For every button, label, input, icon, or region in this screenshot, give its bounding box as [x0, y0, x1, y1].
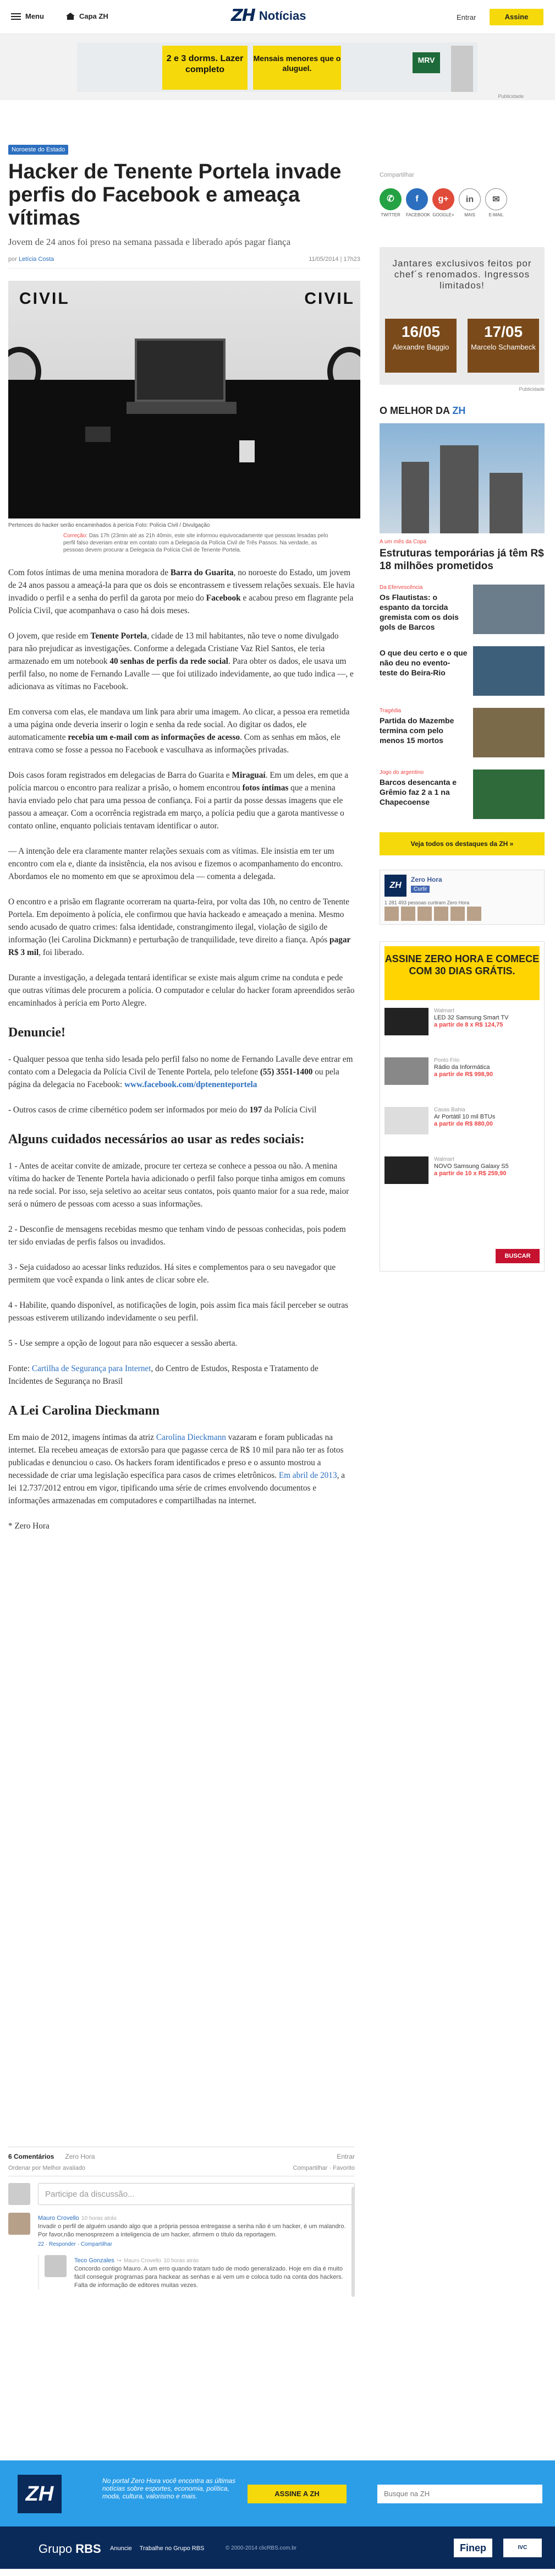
comments-count: 6 Comentários [8, 2153, 54, 2160]
avatar [8, 2213, 30, 2235]
shop-item[interactable]: Ponto Frio Rádio da Informática a partir de R$ 998,90 [384, 1057, 540, 1096]
comment-actions[interactable]: 22 · Responder · Compartilhar [38, 2241, 113, 2247]
featured-item[interactable]: O que deu certo e o que não deu no evento-teste do Beira-Rio [380, 646, 545, 696]
share-facebook[interactable]: f FACEBOOK [406, 188, 428, 217]
featured-item[interactable]: Tragédia Partida do Mazembe termina com pelo menos 15 mortos [380, 708, 545, 757]
footer-subscribe-button[interactable]: ASSINE A ZH [248, 2485, 347, 2503]
twitter-icon: ✆ [380, 188, 402, 210]
fb-page-name[interactable]: Zero Hora [411, 876, 442, 883]
comments-site[interactable]: Zero Hora [65, 2153, 95, 2160]
footer-promo [0, 2460, 555, 2526]
footer-link[interactable]: Trabalhe no Grupo RBS [139, 2545, 205, 2552]
paragraph: Dois casos foram registrados em delegacias de Barra do Guarita e Miraguaí. Em um deles, em que a polícia marcou o encontro para realizar a prisão, o homem encontrou fotos íntimas que a menina havia enviado pelo chat para uma pessoa de confiança. Foi a partir da posse dessas imagens que ele passou a ameaçar. Com a ocorrência registrada em março, a polícia pediu que a garota mantivesse o contato online, enquanto policiais tentavam identificar o autor. [8, 771, 349, 831]
facebook-widget [380, 870, 545, 925]
sort-dropdown[interactable]: Ordenar por Melhor avaliado [8, 2165, 86, 2171]
thumbnail [473, 708, 545, 757]
source-note: Fonte: Cartilha de Segurança para Internet, do Centro de Estudos, Resposta e Tratamento de Incidentes de Segurança no Brasil [8, 1364, 318, 1386]
cartilha-link[interactable]: Cartilha de Segurança para Internet [31, 1364, 151, 1373]
share-label: Compartilhar [380, 172, 414, 178]
section-tag[interactable]: Noroeste do Estado [8, 145, 68, 155]
paragraph: - Outros casos de crime cibernético podem ser informados por meio do 197 da Polícia Civil [8, 1105, 317, 1115]
thumbnail [473, 769, 545, 819]
thumbnail [473, 585, 545, 634]
sidebar [380, 172, 545, 1271]
comment-text: Invadir o perfil de alguém usando algo que a própria pessoa entregasse a senha não é um hacker, é um malandro. Por favor,não menosprezem a inteligencia de um hacker, afirmem o título da reportagem. [38, 2223, 346, 2238]
paragraph: O encontro e a prisão em flagrante ocorreram na quarta-feira, por volta das 10h, no centro de Tenente Portela. Em depoimento à polícia, ele confirmou que havia hackeado e ameaçado a menina. Mesmo sendo acusado de quatro crimes: falsa identidade, constrangimento ilegal, violação de sigilo de informação (lei Carolina Dickmann) e perturbação de tranquilidade, teve direito a fiança. Após pagar R$ 3 mil, foi liberado. [8, 897, 350, 957]
linkedin-icon: in [459, 188, 481, 210]
menu-button[interactable]: Menu [11, 12, 44, 20]
shop-item[interactable]: Walmart LED 32 Samsung Smart TV a partir de 8 x R$ 124,75 [384, 1008, 540, 1046]
subheading-lei: A Lei Carolina Dieckmann [8, 1404, 160, 1418]
ad-building-image [451, 46, 473, 92]
article-body [8, 566, 360, 1532]
home-icon [66, 13, 75, 20]
comment: Mauro Crovello 10 horas atrás Invadir o perfil de alguém usando algo que a própria pessoa entregasse a senha não é um hacker, é um malandro. Por favor,não menosprezem a inteligencia de um hacker, afirmem o título da reportagem. 22 · Responder · Compartilhar [8, 2213, 355, 2247]
ad-offer-1: 2 e 3 dorms. Lazer completo [162, 46, 248, 90]
comment-author[interactable]: Mauro Crovello [38, 2215, 79, 2222]
footer-search-input[interactable]: Busque na ZH [377, 2485, 542, 2503]
tip-item: 5 - Use sempre a opção de logout para não esquecer a sessão aberta. [8, 1339, 238, 1348]
shopping-ad[interactable] [380, 941, 545, 1271]
featured-label: A um mês da Copa [380, 539, 427, 545]
banner-ad[interactable] [77, 42, 477, 92]
top-bar [0, 0, 555, 34]
shop-item[interactable]: Casas Bahia Ar Portátil 10 mil BTUs a partir de R$ 880,00 [384, 1107, 540, 1145]
featured-title[interactable]: Estruturas temporárias já têm R$ 18 milhões prometidos [380, 548, 544, 572]
finep-logo: Finep [454, 2539, 492, 2557]
ad-date-1: 16/05 Alexandre Baggio [385, 319, 457, 373]
tip-item: 3 - Seja cuidadoso ao acessar links reduzidos. Há sites e complementos para o seu navegador que permitem que você expanda o link antes de clicar sobre ele. [8, 1263, 336, 1285]
comments-login[interactable]: Entrar [337, 2153, 355, 2160]
comment-input[interactable]: Participe da discussão... [38, 2183, 355, 2205]
zh-logo: ZH [384, 875, 406, 897]
comments-scrollbar[interactable] [351, 2187, 355, 2297]
paragraph: O jovem, que reside em Tenente Portela, cidade de 13 mil habitantes, não teve o nome divulgado para não prejudicar as investigações. Conforme a delegada Cristiane Vaz Riel Santos, ele teria armazenado em um notebook 40 senhas de perfis da rede social. Para obter os dados, ele usava um perfil falso, no nome de Fernando Lavalle — que foi utilizado indevidamente, ao que tudo indica —, e adicionava as vítimas no Facebook. [8, 631, 354, 691]
see-all-button[interactable]: Veja todos os destaques da ZH » [380, 832, 545, 855]
google-plus-icon: g+ [432, 188, 454, 210]
article-title: Hacker de Tenente Portela invade perfis do Facebook e ameaça vítimas [8, 160, 342, 230]
footer-bar [0, 2526, 555, 2569]
comment-text: Concordo contigo Mauro. A um erro quando tratam tudo de modo generalizado. Hoje em dia é muito fácil conseguir programas para hackear as senhas e ai vem um e coloca tudo na conta dos hackers. Falta de informação de editores muitas vezes. [74, 2266, 343, 2289]
fb-count: 1 281 493 pessoas curtiram Zero Hora [384, 900, 470, 905]
footer-link[interactable]: Anuncie [110, 2545, 132, 2552]
paragraph: Em conversa com elas, ele mandava um link para abrir uma imagem. Ao clicar, a pessoa era remetida a uma página onde deveria inserir o login e senha da rede social. Ao digitar os dados, ele automaticamente recebia um e-mail com as informações de acesso. Com as senhas em mãos, ele entrava como se fosse a pessoa no Facebook e vasculhava as informações privadas. [8, 707, 350, 755]
shop-search-button[interactable]: BUSCAR [496, 1249, 540, 1263]
ad-label: Publicidade [519, 386, 545, 392]
photo-credit: Pertences do hacker serão encaminhados à perícia Foto: Polícia Civil / Divulgação [8, 522, 210, 528]
ad-brand-logo: MRV [413, 52, 440, 73]
article-subtitle: Jovem de 24 anos foi preso na semana passada e liberado após pagar fiança [8, 237, 291, 247]
photo-caption: Correção: Das 17h (23min até as 21h 40min, este site informou equivocadamente que pessoas lesadas pelo perfil falso deveriam entrar em contato com a Delegacia da Polícia Civil de Três Passos. Na verdade, as pessoas devem procurar a Delegacia da Polícia Civil de Tenente Portela. [63, 533, 328, 553]
best-of-heading: O MELHOR DA ZH [380, 405, 466, 416]
sidebar-ad[interactable]: Jantares exclusivos feitos por chef´s renomados. Ingressos limitados! 16/05 Alexandre Baggio 17/05 Marcelo Schambeck [380, 247, 545, 385]
favorite-button[interactable]: Favorito [333, 2165, 355, 2171]
paragraph: Com fotos íntimas de uma menina moradora de Barra do Guarita, no noroeste do Estado, um jovem de 24 anos passou a ameaçá-la para que os dois se encontrassem e tivessem relações sexuais. Ele havia invadido o perfil e a senha do perfil da garota por meio do Facebook e acabou preso em flagrante pela Polícia Civil, que acompanhava o caso há dois meses. [8, 568, 355, 615]
footer-logo[interactable]: ZH [18, 2475, 62, 2513]
carolina-link[interactable]: Carolina Dieckmann [156, 1433, 226, 1442]
paragraph: — A intenção dele era claramente manter relações sexuais com as vítimas. Ele insistia em ter um encontro com ela e, diante da insistência, ela nos avisou e fizemos o acompanhamento do encontro. Abordamos ele no momento em que se aproximou dela — comenta a delegada. [8, 847, 343, 881]
tip-item: 1 - Antes de aceitar convite de amizade, procure ter certeza se conhece a pessoa ou não. A menina vítima do hacker de Tenente Portela havia adicionado o perfil falso porque tinha amigos em comuns na rede social. Por isso, seja seletivo ao aceitar seus contatos, pois quanto maior for a sua rede, maior será o número de pessoas com acesso a suas informações. [8, 1161, 349, 1209]
comment-author[interactable]: Teco Gonzales [74, 2257, 114, 2264]
lei-link[interactable]: Em abril de 2013 [278, 1471, 337, 1480]
tip-item: 2 - Desconfie de mensagens recebidas mesmo que tenham vindo de pessoas conhecidas, pois podem ter sido enviadas de perfis falsos ou invadidos. [8, 1225, 346, 1247]
paragraph: - Qualquer pessoa que tenha sido lesada pelo perfil falso no nome de Fernando Lavalle deve entrar em contato com a Delegacia da Polícia Civil de Tenente Portela, pelo telefone (55) 3551-1400 ou pela página da delegacia no Facebook: www.facebook.com/dptenenteportela [8, 1055, 353, 1089]
laptop [135, 339, 226, 402]
author-link[interactable]: Letícia Costa [18, 256, 54, 263]
signature: * Zero Hora [8, 1521, 50, 1531]
publish-date: 11/05/2014 | 17h23 [309, 256, 360, 263]
home-link[interactable]: Capa ZH [66, 12, 108, 20]
share-more[interactable]: in MAIS [459, 188, 481, 217]
comments-section: 6 Comentários Zero Hora Entrar Ordenar por Melhor avaliado Compartilhar · Favorito Participe da discussão... Mauro Crovello 10 horas atrás Invadir o perfil de alguém usando algo que a própria pessoa entregasse a senha não é um hacker, é um malandro. Por favor,não menosprezem a inteligencia de um hacker, afirmem o título da reportagem. 22 · Responder · Compartilhar Teco Gonzales ↪ Mauro Crovello 10 horas atrás Concordo contigo Mauro. A um erro quando tratam tudo de modo generalizado. Hoje em dia é muito fácil conseguir programas para hackear as senhas e ai vem um e coloca tudo na conta dos hackers. Falta de informação de editores muitas vezes. [8, 2147, 355, 2323]
site-logo[interactable]: ZH Notícias [231, 6, 306, 25]
share-twitter[interactable]: ✆ TWITTER [380, 188, 402, 217]
comment-reply: Teco Gonzales ↪ Mauro Crovello 10 horas atrás Concordo contigo Mauro. A um erro quando tratam tudo de modo generalizado. Hoje em dia é muito fácil conseguir programas para hackear as senhas e ai vem um e coloca tudo na conta dos hackers. Falta de informação de editores muitas vezes. [38, 2255, 355, 2290]
login-link[interactable]: Entrar [457, 13, 476, 21]
featured-image[interactable] [380, 423, 545, 533]
email-icon: ✉ [485, 188, 507, 210]
fb-like-button[interactable]: Curtir [411, 886, 430, 893]
featured-item[interactable]: Jogo do argentino Barcos desencanta e Grêmio faz 2 a 1 na Chapecoense [380, 769, 545, 819]
subheading-denuncie: Denuncie! [8, 1025, 65, 1040]
facebook-icon: f [406, 188, 428, 210]
article [8, 144, 360, 1532]
subscribe-button[interactable]: Assine [490, 9, 543, 25]
featured-item[interactable]: Da Efervescência Os Flautistas: o espanto da torcida gremista com os dois gols de Barcos [380, 585, 545, 634]
fb-faces [384, 907, 481, 921]
shop-headline: ASSINE ZERO HORA E COMECE COM 30 DIAS GRÁTIS. [384, 946, 540, 1000]
rbs-logo[interactable]: Grupo RBS [39, 2542, 101, 2556]
facebook-page-link[interactable]: www.facebook.com/dptenenteportela [124, 1080, 257, 1089]
ad-label: Publicidade [498, 94, 524, 99]
thumbnail [473, 646, 545, 696]
article-photo: CIVIL CIVIL [8, 281, 360, 519]
hamburger-icon [11, 13, 21, 20]
shop-item[interactable]: Walmart NOVO Samsung Galaxy S5 a partir de 10 x R$ 259,90 [384, 1156, 540, 1195]
share-comments[interactable]: Compartilhar [293, 2165, 328, 2171]
paragraph: Em maio de 2012, imagens íntimas da atriz Carolina Dieckmann vazaram e foram publicadas na internet. Ela recebeu ameaças de extorsão para que pagasse cerca de R$ 10 mil para não ter as fotos publicadas e denunciou o caso. Os hackers foram identificados e preso e o assunto mostrou a necessidade de criar uma legislação específica para casos de crimes eletrônicos. Em abril de 2013, a lei 12.737/2012 entrou em vigor, tipificando uma série de crimes envolvendo documentos e informações armazenadas em computadores e compartilhadas na internet. [8, 1433, 345, 1505]
share-google[interactable]: g+ GOOGLE+ [432, 188, 454, 217]
paragraph: Durante a investigação, a delegada tentará identificar se existe mais algum crime na conduta e pede que outras vítimas dele procurem a polícia. O computador e celular do hacker foram apreendidos serão encaminhados à perícia em Porto Alegre. [8, 973, 355, 1008]
ad-offer-2: Mensais menores que o aluguel. [253, 46, 341, 90]
subheading-cuidados: Alguns cuidados necessários ao usar as redes sociais: [8, 1132, 305, 1147]
share-email[interactable]: ✉ E-MAIL [485, 188, 507, 217]
top-ad-area [0, 34, 555, 100]
ivc-logo: IVC AUDITADO [503, 2539, 542, 2557]
share-buttons [380, 188, 545, 217]
byline: por Letícia Costa 11/05/2014 | 17h23 [8, 256, 360, 269]
footer-text: No portal Zero Hora você encontra as últimas notícias sobre esportes, economia, política, moda, cultura, valorismo e mais. [102, 2477, 236, 2500]
avatar [45, 2255, 67, 2277]
copyright: © 2000-2014 clicRBS.com.br [226, 2545, 297, 2551]
avatar [8, 2183, 30, 2205]
tip-item: 4 - Habilite, quando disponível, as notificações de login, pois assim fica mais fácil perceber se outras pessoas estiverem utilizando indevidamente o seu perfil. [8, 1301, 349, 1323]
ad-date-2: 17/05 Marcelo Schambeck [468, 319, 539, 373]
